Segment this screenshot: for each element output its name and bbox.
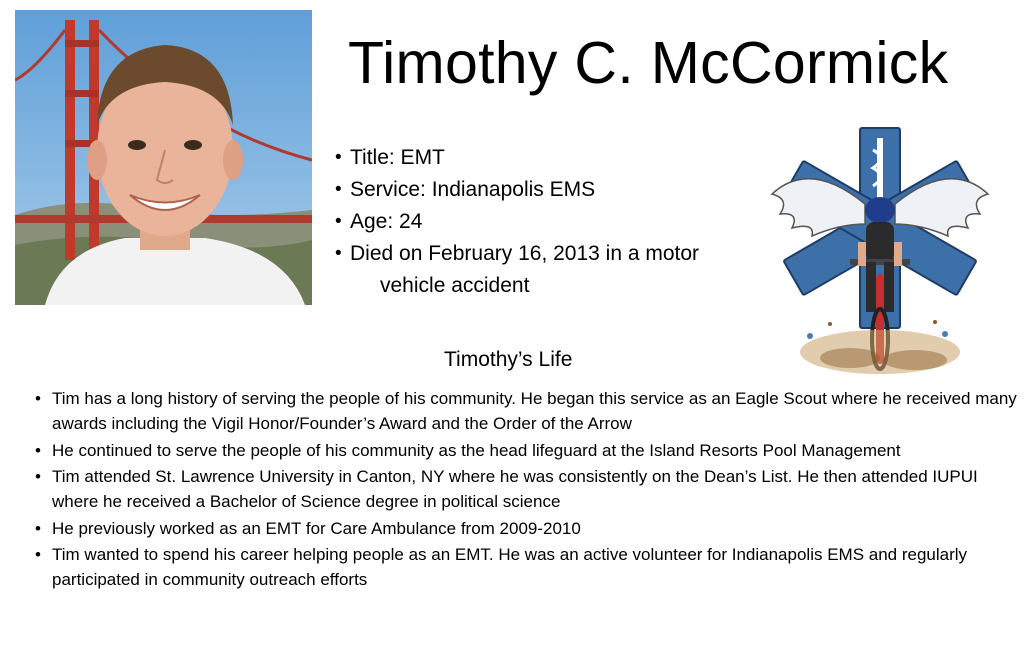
fact-title: • Title: EMT — [334, 142, 699, 174]
fact-died — [334, 238, 699, 302]
list-item: • He continued to serve the people of his community as the head lifeguard at the Island Resorts Pool Management — [33, 438, 1018, 463]
list-item: • He previously worked as an EMT for Care Ambulance from 2009-2010 — [33, 516, 1018, 541]
portrait-photo — [15, 10, 312, 305]
emblem — [770, 124, 990, 386]
list-item: • Tim has a long history of serving the people of his community. He began this service as an Eagle Scout where he received many awards including the Vigil Honor/Founder’s Award and the Order of the Arrow — [33, 386, 1018, 436]
fact-age: • Age: 24 — [334, 206, 699, 238]
star-of-life-cyclist-emblem-icon — [770, 124, 990, 386]
facts-list — [334, 142, 699, 302]
fact-service: • Service: Indianapolis EMS — [334, 174, 699, 206]
life-list — [33, 386, 1018, 594]
fact-died-line2: vehicle accident — [380, 274, 530, 297]
fact-died-line1: Died on February 16, 2013 in a motor — [350, 242, 700, 265]
list-item: • Tim wanted to spend his career helping people as an EMT. He was an active volunteer for Indianapolis EMS and regularly participated in community outreach efforts — [33, 542, 1018, 592]
portrait-photo-icon — [15, 10, 312, 305]
page-title: Timothy C. McCormick — [348, 30, 949, 96]
list-item: • Tim attended St. Lawrence University in Canton, NY where he was consistently on the Dean’s List. He then attended IUPUI where he received a Bachelor of Science degree in political science — [33, 464, 1018, 514]
life-heading: Timothy’s Life — [444, 348, 573, 371]
